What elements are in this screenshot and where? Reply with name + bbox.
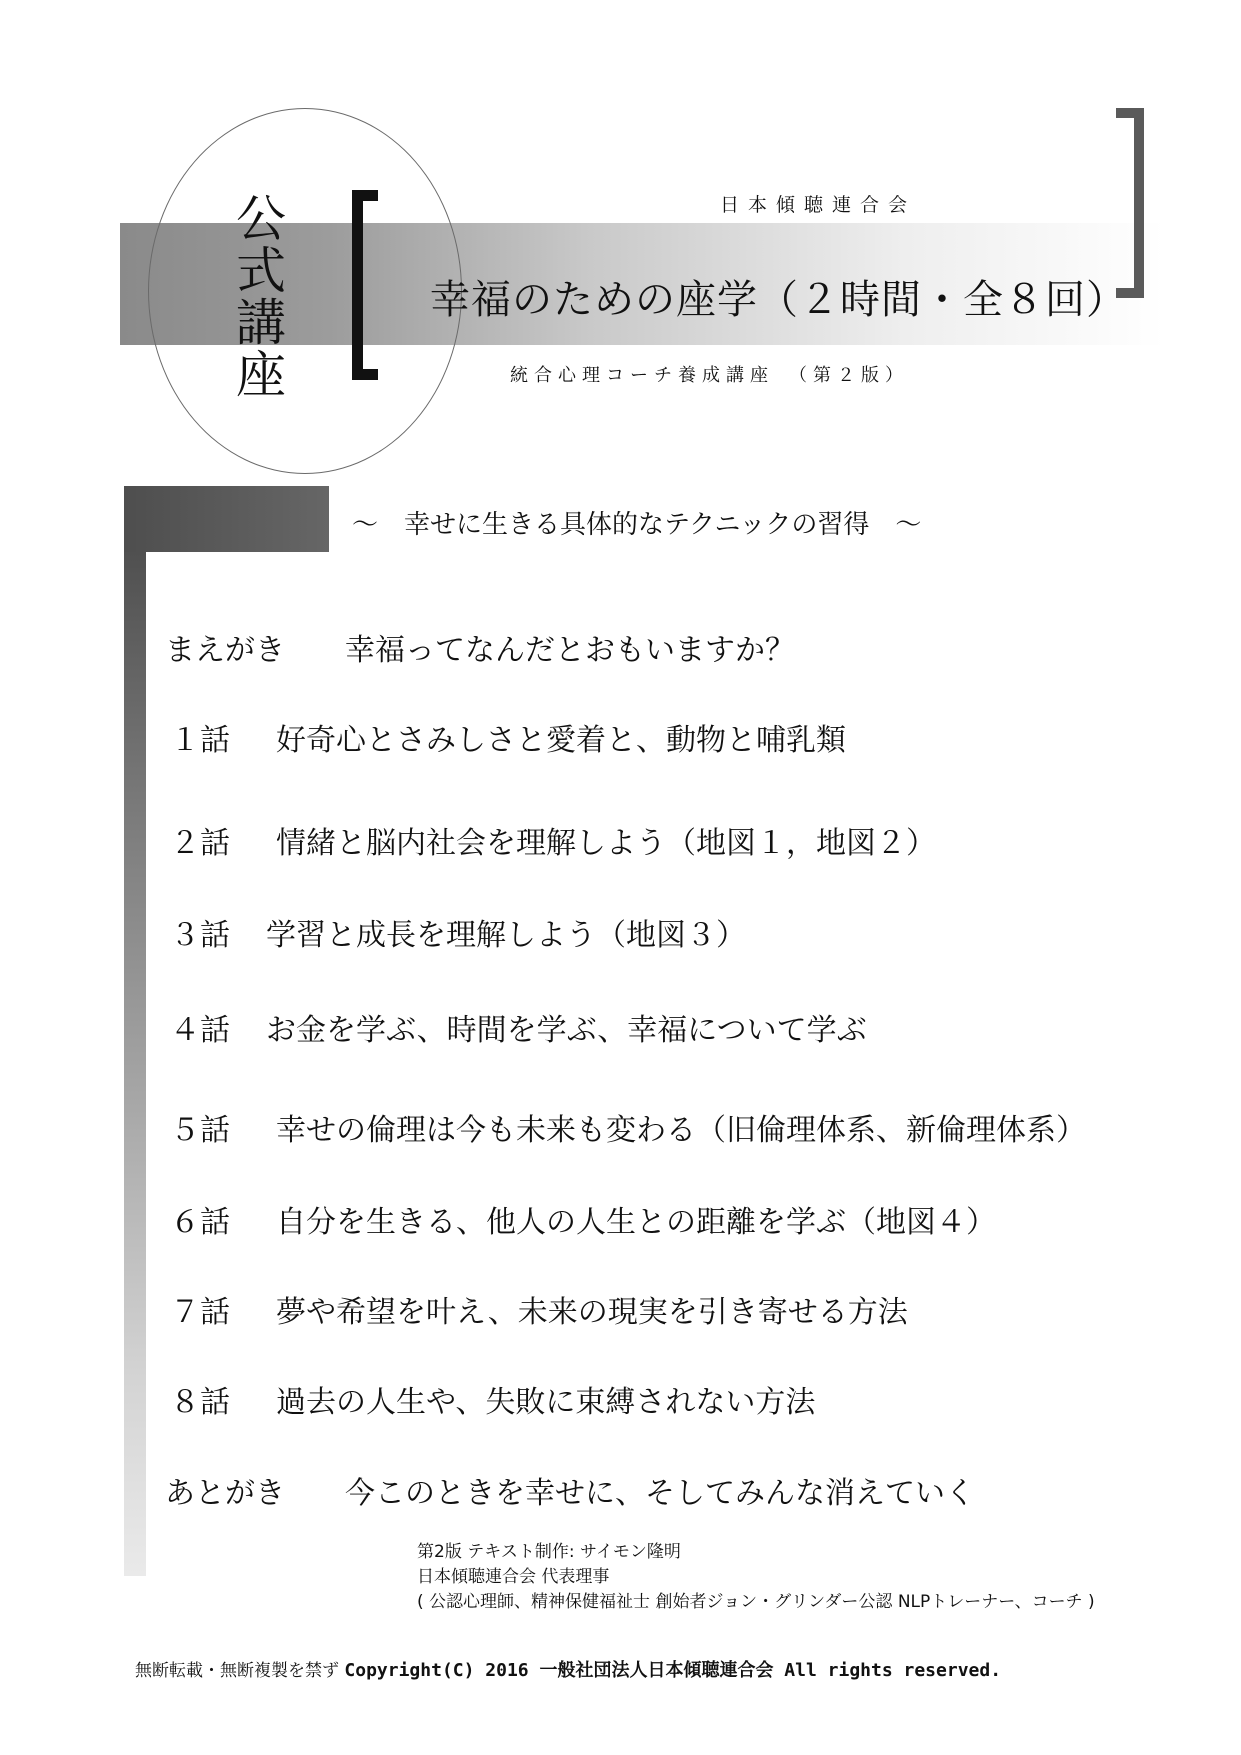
organization-name: 日本傾聴連合会 xyxy=(720,194,917,216)
chapter-title: 幸せの倫理は今も未来も変わる（旧倫理体系、新倫理体系） xyxy=(276,1113,1086,1148)
footer xyxy=(135,1656,1135,1682)
left-accent-bar xyxy=(124,552,146,1576)
chapter-preface xyxy=(165,625,795,669)
chapter-title: 幸福ってなんだとおもいますか？ xyxy=(345,633,795,668)
course-type-label: 公式講座 xyxy=(228,192,286,400)
chapter-number: あとがき xyxy=(165,1476,285,1511)
chapter-title: お金を学ぶ、時間を学ぶ、幸福について学ぶ xyxy=(266,1013,867,1048)
credits xyxy=(417,1540,1177,1615)
chapter-4 xyxy=(170,1005,867,1049)
chapter-afterword xyxy=(165,1468,975,1512)
chapter-7 xyxy=(170,1287,908,1331)
chapter-title: 好奇心とさみしさと愛着と、動物と哺乳類 xyxy=(276,723,846,758)
chapter-2 xyxy=(170,818,936,862)
section-tab xyxy=(124,486,329,552)
course-subtitle: 統合心理コーチ養成講座 （第２版） xyxy=(510,365,909,386)
footer-notice: 無断転載・無断複製を禁ず xyxy=(135,1661,339,1681)
chapter-number: まえがき xyxy=(165,633,285,668)
credits-qualifications: ( 公認心理師、精神保健福祉士 創始者ジョン・グリンダー公認 NLPトレーナー、コーチ ) xyxy=(417,1592,1095,1612)
chapter-title: 過去の人生や、失敗に束縛されない方法 xyxy=(276,1385,816,1420)
chapter-number: ４話 xyxy=(170,1013,230,1048)
tagline: ～ 幸せに生きる具体的なテクニックの習得 ～ xyxy=(352,510,922,540)
course-title: 幸福のための座学（２時間・全８回） xyxy=(430,277,1127,323)
chapter-8 xyxy=(170,1377,815,1421)
footer-copyright: Copyright(C) 2016 一般社団法人日本傾聴連合会 All rights reserved. xyxy=(344,1660,1002,1681)
chapter-title: 今このときを幸せに、そしてみんな消えていく xyxy=(345,1476,975,1511)
chapter-6 xyxy=(170,1197,996,1241)
chapter-number: ５話 xyxy=(170,1113,230,1148)
credits-author: 第2版 テキスト制作: サイモン隆明 xyxy=(417,1542,681,1562)
chapter-5 xyxy=(170,1105,1086,1149)
chapter-number: ８話 xyxy=(170,1385,230,1420)
chapter-number: ２話 xyxy=(170,826,230,861)
credits-role: 日本傾聴連合会 代表理事 xyxy=(417,1567,610,1587)
chapter-title: 自分を生きる、他人の人生との距離を学ぶ（地図４） xyxy=(276,1205,996,1240)
chapter-number: ３話 xyxy=(170,918,230,953)
chapter-title: 夢や希望を叶え、未来の現実を引き寄せる方法 xyxy=(276,1295,908,1330)
chapter-3 xyxy=(170,910,746,954)
chapter-title: 学習と成長を理解しよう（地図３） xyxy=(266,918,746,953)
left-bracket xyxy=(352,190,378,380)
chapter-number: ６話 xyxy=(170,1205,230,1240)
chapter-1 xyxy=(170,715,846,759)
chapter-number: １話 xyxy=(170,723,230,758)
chapter-number: ７話 xyxy=(170,1295,230,1330)
chapter-title: 情緒と脳内社会を理解しよう（地図１，地図２） xyxy=(276,826,936,861)
header-ellipse xyxy=(148,108,462,474)
